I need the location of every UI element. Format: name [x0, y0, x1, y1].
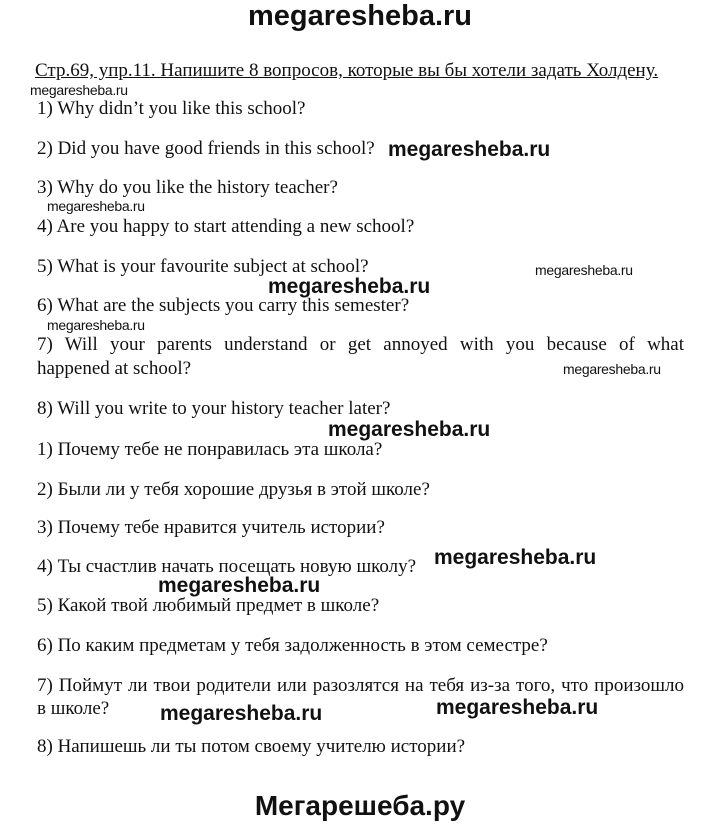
watermark: megaresheba.ru: [160, 702, 323, 725]
russian-question-3: 3) Почему тебе нравится учитель истории?: [37, 517, 385, 538]
russian-question-5: 5) Какой твой любимый предмет в школе?: [37, 595, 380, 616]
watermark: megaresheba.ru: [436, 696, 599, 719]
watermark: megaresheba.ru: [47, 198, 145, 214]
watermark: megaresheba.ru: [388, 138, 551, 161]
russian-question-4: 4) Ты счастлив начать посещать новую школу?: [37, 556, 417, 577]
english-question-5: 5) What is your favourite subject at school?: [37, 256, 369, 277]
russian-question-2: 2) Были ли у тебя хорошие друзья в этой школе?: [37, 479, 430, 500]
russian-question-1: 1) Почему тебе не понравилась эта школа?: [37, 439, 383, 460]
watermark: megaresheba.ru: [434, 546, 597, 569]
watermark: megaresheba.ru: [535, 262, 633, 278]
english-question-6: 6) What are the subjects you carry this semester?: [37, 295, 410, 316]
english-question-7-line2: happened at school?: [37, 358, 192, 379]
russian-question-6: 6) По каким предметам у тебя задолженность в этом семестре?: [37, 635, 548, 656]
watermark: megaresheba.ru: [30, 82, 128, 98]
watermark: megaresheba.ru: [268, 275, 431, 298]
watermark: megaresheba.ru: [563, 361, 661, 377]
watermark: megaresheba.ru: [328, 418, 491, 441]
russian-question-7-line1: 7) Поймут ли твои родители или разозлятся на тебя из-за того, что произошло: [37, 675, 684, 696]
russian-question-7-line2: в школе?: [37, 698, 110, 719]
site-footer: Мегарешеба.ру: [254, 790, 466, 821]
english-question-2: 2) Did you have good friends in this school?: [37, 138, 375, 159]
english-question-3: 3) Why do you like the history teacher?: [37, 177, 338, 198]
watermark: megaresheba.ru: [158, 574, 321, 597]
english-question-7-line1: 7) Will your parents understand or get annoyed with you because of what: [37, 334, 684, 355]
site-header: megaresheba.ru: [247, 0, 473, 32]
watermark: megaresheba.ru: [47, 317, 145, 333]
english-question-8: 8) Will you write to your history teacher later?: [37, 398, 391, 419]
exercise-title: Стр.69, упр.11. Напишите 8 вопросов, которые вы бы хотели задать Холдену.: [35, 60, 659, 81]
russian-question-8: 8) Напишешь ли ты потом своему учителю истории?: [37, 736, 466, 757]
english-question-1: 1) Why didn’t you like this school?: [37, 98, 306, 119]
english-question-4: 4) Are you happy to start attending a new school?: [37, 216, 415, 237]
